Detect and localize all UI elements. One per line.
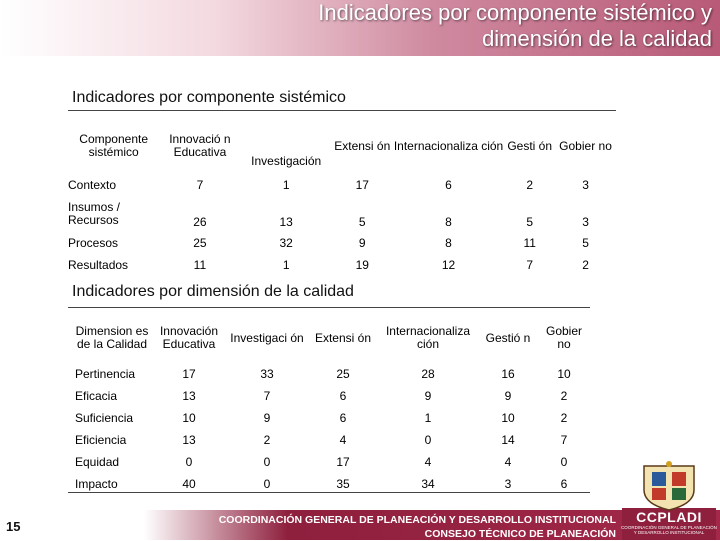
table-cell: 14 [501, 433, 515, 447]
table-cell: 25 [193, 236, 207, 250]
table-cell: 6 [339, 411, 347, 425]
table-cell: 2 [263, 433, 271, 447]
table1-title: Indicadores por componente sistémico [72, 89, 346, 106]
table2-header-row [75, 313, 587, 363]
table-cell: 7 [196, 178, 204, 192]
table-cell: 0 [185, 455, 193, 469]
table2-header-cell: Innovación Educativa [159, 324, 219, 351]
table1-top-rule [68, 110, 616, 111]
table-cell: 7 [560, 433, 568, 447]
table-cell: 4 [504, 455, 512, 469]
table-cell: 12 [441, 258, 456, 272]
table1-header-cell: Gesti ón [507, 138, 553, 153]
table-cell: 2 [560, 411, 568, 425]
table-cell: 35 [336, 477, 350, 491]
header-banner [0, 0, 720, 56]
table-cell: 32 [279, 236, 293, 250]
table-cell: 3 [582, 178, 589, 192]
slide-title [318, 0, 712, 52]
table-cell: 9 [424, 389, 432, 403]
table1-header-cell: Internacionaliza ción [393, 138, 504, 153]
row-label: Equidad [75, 455, 120, 469]
table2-top-rule [68, 307, 590, 308]
table-cell: 11 [523, 236, 536, 250]
table-cell: 0 [560, 455, 568, 469]
table-cell: 19 [355, 258, 369, 272]
table-cell: 8 [445, 236, 452, 250]
table-cell: 34 [421, 477, 435, 491]
systemic-component-table [68, 118, 616, 276]
table-cell: 10 [182, 411, 196, 425]
table-row [68, 232, 616, 254]
table-cell: 2 [526, 178, 534, 192]
table-cell: 5 [582, 236, 589, 250]
logo-wordmark: CCPLADI [636, 509, 702, 525]
table-row [75, 363, 587, 385]
footer-institution [219, 513, 616, 541]
table-cell: 16 [501, 367, 515, 381]
slide-title-line2: dimensión de la calidad [482, 26, 712, 51]
table-cell: 10 [557, 367, 571, 381]
table-cell: 4 [339, 433, 347, 447]
table-cell: 5 [358, 215, 366, 229]
table-row [75, 407, 587, 429]
table-cell: 33 [260, 367, 274, 381]
table-cell: 9 [504, 389, 512, 403]
table-row [75, 385, 587, 407]
row-label: Impacto [75, 477, 118, 491]
table-cell: 17 [355, 178, 369, 192]
table-row [68, 196, 616, 232]
table-cell: 25 [336, 367, 350, 381]
footer-line2: CONSEJO TÉCNICO DE PLANEACIÓN [424, 528, 616, 540]
table2-header-cell: Investigaci ón [230, 330, 304, 345]
quality-dimension-table [75, 313, 587, 495]
table-row [75, 473, 587, 495]
table-cell: 3 [504, 477, 512, 491]
table-cell: 11 [193, 258, 207, 272]
table1-header-cell: Innovació n Educativa [169, 132, 231, 159]
row-label: Procesos [68, 236, 119, 250]
table-cell: 17 [336, 455, 350, 469]
table2-header-cell: Gobier no [545, 324, 583, 351]
logo-subtitle: COORDINACIÓN GENERAL DE PLANEACIÓN Y DESARROLLO INSTITUCIONAL [621, 525, 717, 535]
footer-line1: COORDINACIÓN GENERAL DE PLANEACIÓN Y DESARROLLO INSTITUCIONAL [218, 514, 616, 526]
table-cell: 2 [560, 389, 568, 403]
table1-header-cell: Investigación [251, 154, 322, 168]
table-cell: 13 [279, 215, 293, 229]
table2-header-cell: Dimension es de la Calidad [75, 324, 149, 351]
table-cell: 26 [193, 215, 207, 229]
table1-header-cell: Componente sistémico [79, 132, 149, 159]
table-cell: 6 [339, 389, 347, 403]
row-label: Insumos / Recursos [68, 200, 121, 227]
table-cell: 17 [182, 367, 196, 381]
row-label: Pertinencia [75, 367, 136, 381]
row-label: Suficiencia [75, 411, 134, 425]
table2-header-cell: Gestió n [485, 330, 531, 345]
table-cell: 6 [445, 178, 452, 192]
table-cell: 4 [424, 455, 432, 469]
table-cell: 8 [445, 215, 452, 229]
table-cell: 9 [358, 236, 366, 250]
table-cell: 3 [582, 215, 589, 229]
table-cell: 5 [526, 215, 534, 229]
table-row [75, 429, 587, 451]
table-cell: 7 [526, 258, 534, 272]
slide-title-line1: Indicadores por componente sistémico y [318, 0, 712, 25]
table2-header-cell: Extensi ón [314, 330, 372, 345]
table-row [68, 254, 616, 276]
table-cell: 9 [263, 411, 271, 425]
row-label: Contexto [68, 178, 117, 192]
table1-header-cell: Gobier no [559, 138, 612, 153]
table-cell: 13 [182, 433, 196, 447]
row-label: Eficacia [75, 389, 118, 403]
table-cell: 13 [182, 389, 196, 403]
table-cell: 1 [424, 411, 432, 425]
table-cell: 1 [282, 258, 290, 272]
table-cell: 10 [501, 411, 515, 425]
table-cell: 7 [263, 389, 271, 403]
table1-header-cell: Extensi ón [334, 138, 391, 153]
table-cell: 28 [421, 367, 435, 381]
table-cell: 1 [282, 178, 290, 192]
table-cell: 6 [560, 477, 568, 491]
table-row [68, 174, 616, 196]
table-cell: 40 [182, 477, 196, 491]
table-cell: 2 [582, 258, 589, 272]
table2-title: Indicadores por dimensión de la calidad [72, 283, 354, 300]
table-row [75, 451, 587, 473]
table1-header-row [68, 118, 616, 174]
page-number: 15 [6, 519, 21, 534]
table2-header-cell: Internacionaliza ción [385, 324, 471, 351]
table-cell: 0 [263, 455, 271, 469]
row-label: Eficiencia [75, 433, 127, 447]
table-cell: 0 [424, 433, 432, 447]
row-label: Resultados [68, 258, 129, 272]
table-cell: 0 [263, 477, 271, 491]
